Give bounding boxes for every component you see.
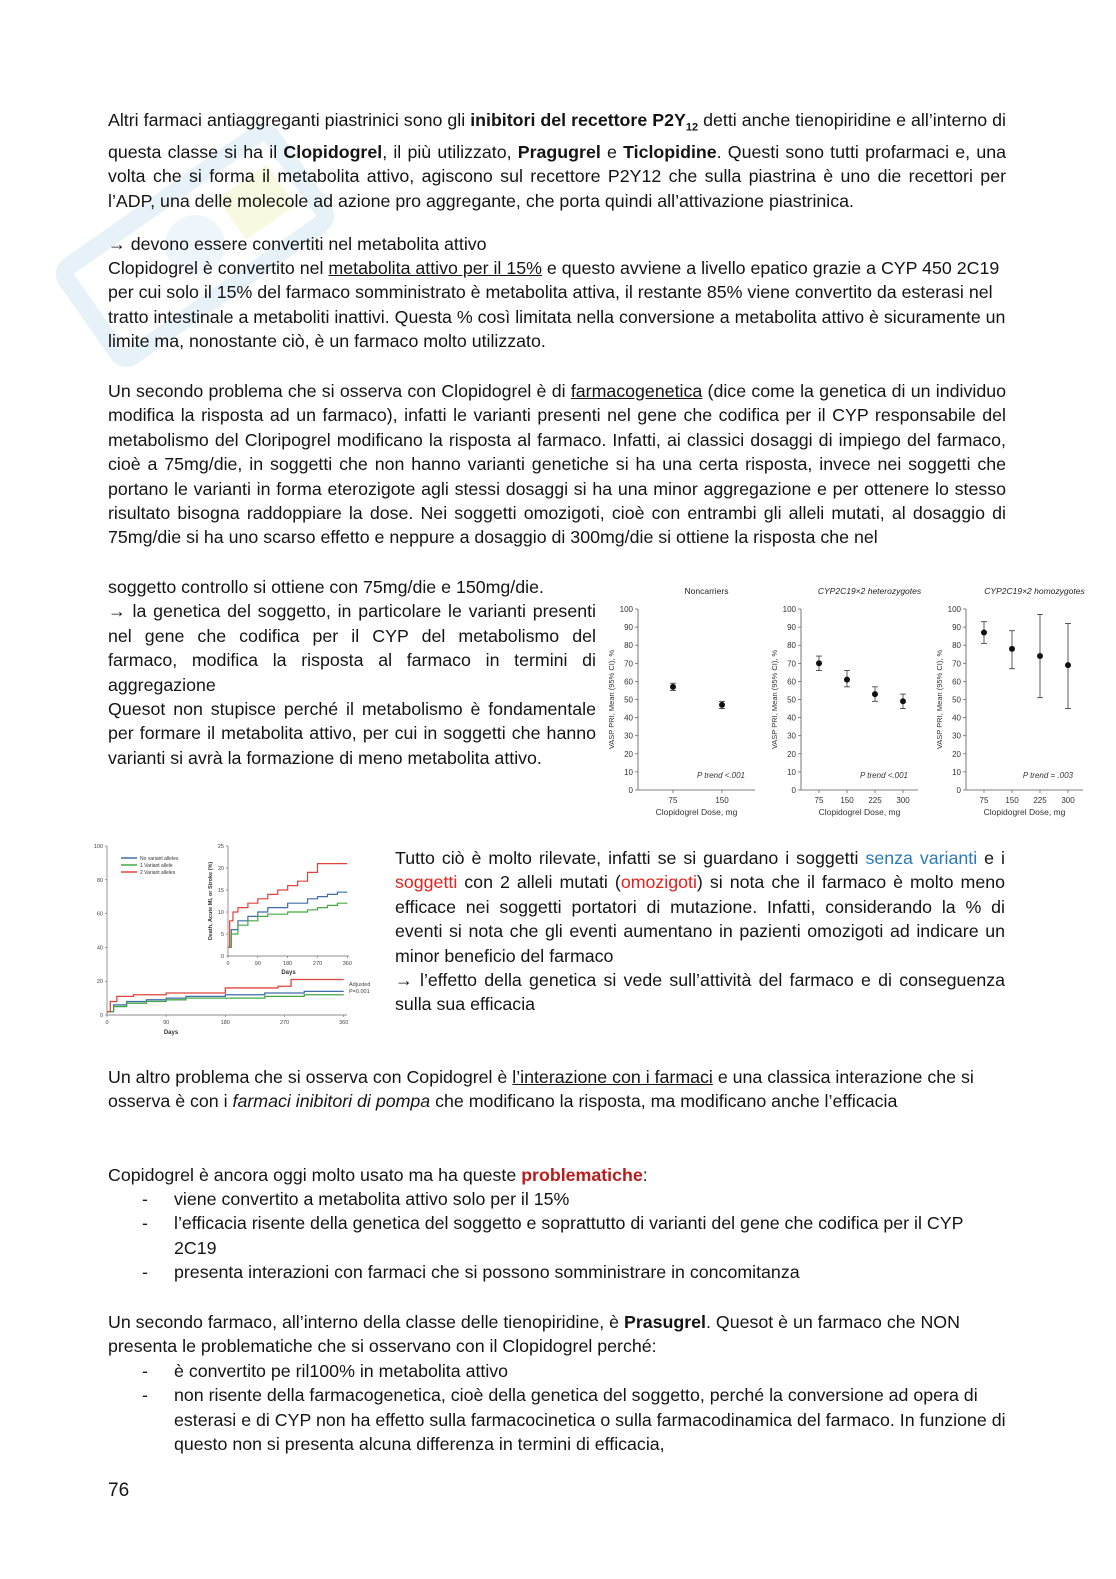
prasugrel-list [108,1359,1006,1457]
intro-paragraph: Altri farmaci antiaggreganti piastrinici sono gli inibitori del recettore $P2Y_{12}$ detti anche tienopiridine e all’interno di questa classe si ha il Clopidogrel, il più utilizzato, Pragugrel e Ticlopidine. Questi sono tutti profarmaci e, una volta che si forma il metabolita attivo, agiscono sul recettore P2Y12 che sulla piastrina è uno die recettori per l’ADP, una delle molecole ad azione pro aggregante, che porta quindi all’attivazione piastrinica. [108,110,1006,211]
events-curve-chart [85,838,380,1043]
y-tick-label: 0 [628,786,633,795]
y-tick-label: 80 [624,641,633,651]
x-tick-label: 150 [715,796,729,805]
events-paragraph: Tutto ciò è molto rilevate, infatti se si guardano i soggetti senza varianti e i soggetti con 2 alleli mutati (omozigoti) si nota che il farmaco è molto meno efficace nei soggetti portatori di mutazione. Infatti, considerando la % di eventi si nota che gli eventi aumentano in pazienti omozigoti ad indicare un minor beneficio del farmaco → l’effetto della genetica si vede sull’attività del farmaco e di conseguenza sulla sua efficacia [395,848,1006,1015]
y-tick-label: 40 [624,713,633,723]
y-tick-label: 20 [952,749,961,759]
y-tick-label: 30 [624,731,633,741]
y-tick-label: 90 [624,623,633,633]
y-tick-label: 60 [952,677,961,687]
x-tick-label: 360 [339,1020,349,1026]
panel-title: CYP2C19×2 heterozygotes [817,586,922,596]
y-tick-label: 20 [624,749,633,759]
y-tick-label: 60 [624,677,633,687]
y-tick-label: 100 [947,605,961,614]
x-axis-label: Days [163,1030,179,1036]
y-tick-label: 0 [220,954,224,960]
list-item: - viene convertito a metabolita attivo solo per il 15% [142,1189,570,1209]
y-tick-label: 5 [220,932,224,938]
y-tick-label: 30 [787,731,796,741]
x-tick-label: 90 [254,961,261,967]
y-tick-label: 0 [956,786,961,795]
pharmacogenetics-continuation: soggetto controllo si ottiene con 75mg/die e 150mg/die. [108,577,544,597]
left-column-text [108,575,596,770]
y-tick-label: 60 [96,911,103,918]
p-trend-annotation: P trend = .003 [1022,771,1073,780]
prasugrel-paragraph: Un secondo farmaco, all’interno della classe delle tienopiridine, è Prasugrel. Quesot è un farmaco che NON presenta le problematiche che si osservano con il Clopidogrel perché: [108,1312,960,1357]
p-trend-annotation: P trend <.001 [697,771,745,780]
p-trend-annotation: P trend <.001 [860,771,908,780]
data-point [981,630,987,636]
inset-background [212,842,353,978]
x-tick-label: 90 [163,1020,170,1026]
x-tick-label: 360 [342,961,352,967]
list-item: - non risente della farmacogenetica, cioè della genetica del soggetto, perché la conversione ad opera di esterasi e di CYP non ha effetto sulla farmacocinetica o sulla farmacodinamica del farmaco. In funzione di questo non si presenta alcuna differenza in termini di efficacia, [142,1385,1006,1455]
y-tick-label: 0 [791,786,796,795]
y-tick-label: 80 [787,641,796,651]
list-item: - è convertito pe ril100% in metabolita attivo [142,1361,509,1381]
y-tick-label: 10 [624,767,633,777]
x-axis-label: Clopidogrel Dose, mg [655,807,738,817]
data-point [1037,653,1043,659]
arrow-note-efficacy: → l’effetto della genetica si vede sull’attività del farmaco e di conseguenza sulla sua efficacia [395,970,1005,1015]
data-point [816,660,822,666]
x-tick-label: 180 [283,961,293,967]
y-tick-label: 0 [99,1013,103,1019]
x-axis-label: Clopidogrel Dose, mg [983,807,1066,817]
list-item: - presenta interazioni con farmaci che si possono somministrare in concomitanza [142,1262,800,1283]
legend-label: 1 Variant allele [140,863,173,869]
y-tick-label: 50 [624,695,633,705]
data-point [1009,646,1015,652]
y-tick-label: 60 [787,677,796,687]
clopidogrel-paragraph: Clopidogrel è convertito nel metabolita attivo per il 15% e questo avviene a livello epatico grazie a CYP 450 2C19 per cui solo il 15% del farmaco somministrato è metabolita attiva, il restante 85% viene convertito da esterasi nel tratto intestinale a metaboliti inattivi. Questa % così limitata nella conversione a metabolita attivo è sicuramente un limite ma, nonostante ciò, è un farmaco molto utilizzato. [108,258,1006,352]
data-point [872,691,878,697]
y-tick-label: 25 [217,844,224,850]
y-tick-label: 15 [217,888,224,894]
interaction-paragraph: Un altro problema che si osserva con Copidogrel è l’interazione con i farmaci e una classica interazione che si osserva è con i farmaci inibitori di pompa che modificano la risposta, ma modificano anche l’efficacia [108,1067,974,1112]
x-tick-label: 270 [312,961,323,967]
y-tick-label: 20 [217,866,224,872]
y-tick-label: 10 [787,767,796,777]
y-tick-label: 40 [787,713,796,723]
vasp-panel-1 [770,586,922,817]
x-tick-label: 75 [668,796,678,805]
x-tick-label: 75 [979,796,989,805]
y-tick-label: 100 [93,844,103,850]
y-axis-label: Death, Acute MI, or Stroke (%) [208,861,214,941]
x-tick-label: 225 [868,796,882,805]
arrow-note-genetics: → la genetica del soggetto, in particolare le varianti presenti nel gene che codifica per il CYP del metabolismo del farmaco, modifica la risposta al farmaco in termini di aggregazione [108,601,596,695]
vasp-pri-charts [600,582,1090,827]
x-tick-label: 150 [840,796,854,805]
vasp-panel-0 [607,586,755,817]
y-tick-label: 90 [952,623,961,633]
problems-heading: Copidogrel è ancora oggi molto usato ma ha queste problematiche: [108,1165,648,1185]
metabolism-paragraph: Quesot non stupisce perché il metabolismo è fondamentale per formare il metabolita attivo, per cui in soggetti che hanno varianti si avrà la formazione di meno metabolita attivo. [108,699,596,768]
x-tick-label: 270 [279,1020,290,1026]
y-tick-label: 30 [952,731,961,741]
data-point [900,698,906,704]
x-tick-label: 300 [896,796,910,805]
annotation: P=0.001 [349,989,370,995]
x-axis-label: Days [281,970,296,976]
x-tick-label: 150 [1005,796,1019,805]
y-tick-label: 50 [952,695,961,705]
x-tick-label: 75 [814,796,824,805]
y-tick-label: 40 [96,945,103,952]
legend-label: No variant alleles [140,856,179,862]
x-tick-label: 0 [226,961,230,967]
x-tick-label: 300 [1061,796,1075,805]
panel-title: CYP2C19×2 homozygotes [984,586,1085,596]
y-tick-label: 70 [787,659,796,669]
annotation: Adjusted [349,982,371,988]
y-axis-label: VASP PRI, Mean (95% CI), % [770,649,779,750]
pharmacogenetics-paragraph: Un secondo problema che si osserva con Clopidogrel è di farmacogenetica (dice come la genetica di un individuo modifica la risposta ad un farmaco), infatti le varianti presenti nel gene che codifica per il CYP responsabile del metabolismo del Cloripogrel modificano la risposta al farmaco. Infatti, ai classici dosaggi di impiego del farmaco, cioè a 75mg/die, in soggetti che non hanno varianti genetiche si ha una certa risposta, invece nei soggetti che portano le varianti in forma eterozigote agli stessi dosaggi si ha una minor aggregazione e per ottenere lo stesso risultato bisogna raddoppiare la dose. Nei soggetti omozigoti, cioè con entrambi gli alleli mutati, al dosaggio di 75mg/die si ha uno scarso effetto e neppure a dosaggio di 300mg/die si ottiene la risposta che nel [108,381,1006,548]
data-point [1065,662,1071,668]
y-axis-label: VASP PRI, Mean (95% CI), % [935,649,944,750]
y-tick-label: 50 [787,695,796,705]
data-point [719,702,725,708]
data-point [670,684,676,690]
series-line [107,995,344,1012]
y-axis-label: VASP PRI, Mean (95% CI), % [607,649,616,750]
x-tick-label: 225 [1033,796,1047,805]
problems-list [108,1187,1006,1285]
list-item: - l’efficacia risente della genetica del soggetto e soprattutto di varianti del gene che codifica per il CYP 2C19 [142,1213,964,1258]
page-number: 76 [108,1480,130,1501]
y-tick-label: 100 [619,605,633,614]
y-tick-label: 100 [782,605,796,614]
y-tick-label: 70 [624,659,633,669]
x-axis-label: Clopidogrel Dose, mg [818,807,901,817]
y-tick-label: 10 [952,767,961,777]
vasp-panel-2 [935,586,1085,817]
y-tick-label: 80 [96,877,103,884]
x-tick-label: 0 [105,1020,109,1026]
y-tick-label: 10 [217,910,224,916]
y-tick-label: 40 [952,713,961,723]
legend-label: 2 Variant alleles [140,870,176,876]
y-tick-label: 20 [787,749,796,759]
y-tick-label: 20 [96,979,103,986]
x-tick-label: 180 [220,1020,230,1026]
y-tick-label: 70 [952,659,961,669]
data-point [844,677,850,683]
y-tick-label: 80 [952,641,961,651]
panel-title: Noncarriers [684,586,729,596]
y-tick-label: 90 [787,623,796,633]
arrow-note-conversion: → devono essere convertiti nel metabolita attivo [108,234,487,254]
